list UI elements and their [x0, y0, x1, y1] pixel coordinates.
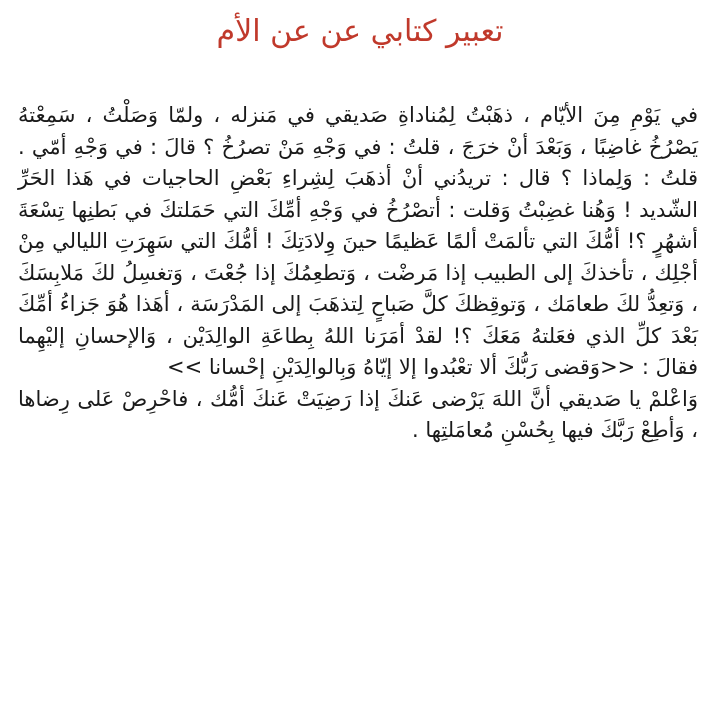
essay-body	[18, 100, 698, 447]
page-title: تعبير كتابي عن عن الأم	[216, 14, 504, 49]
essay-paragraph-1: في يَوْمِ مِنَ الأيّام ، ذهَبْتُ لِمُناداةِ صَديقي في مَنزله ، ولمّا وَصَلْتُ ، سَمِعْتهُ يَصْرُخُ غاضِبًا ، وَبَعْدَ أنْ خرَجَ ، قلتُ : في وَجْهِ مَنْ تصرُخُ ؟ قالَ : في وَجْهِ أمّي . قلتُ : وَلِماذا ؟ قال : تريدُني أنْ أذهَبَ لِشِراءِ بَعْضِ الحاجيات في هَذا الحَرِّ الشّديد ! وَهُنا غضِبْتُ وَقلت : أتصْرُخُ في وَجْهِ أمِّكَ التي حَمَلتكَ في بَطنِها تِسْعَةَ أشهُرٍ ؟! أمُّكَ التي تألمَتْ ألمًا عَظيمًا حينَ وِلادَتِكَ ! أمُّكَ التي سَهِرَتِ الليالي مِنْ أجْلِك ، تأخذكَ إلى الطبيب إذا مَرضْت ، وَتطعِمُكَ إذا جُعْتَ ، وَتغسِلُ لكَ مَلابِسَكَ ، وَتعِدُّ لكَ طعامَك ، وَتوقِظكَ كلَّ صَباحٍ لِتذهَبَ إلى المَدْرَسَة ، أهَذا هُوَ جَزاءُ أمِّكَ بَعْدَ كلِّ الذي فعَلتهُ مَعَكَ ؟! لقدْ أمَرَنا اللهُ بِطاعَةِ الوالِدَيْن ، وَالإحسانِ إليْهِما فقالَ : <<وَقضى رَبُّكَ ألا تعْبُدوا إلا إيّاهُ وَبِالوالِدَيْنِ إحْسانا >>	[18, 103, 698, 379]
essay-paragraph-2: وَاعْلمْ يا صَديقي أنَّ اللهَ يَرْضى عَنكَ إذا رَضِيَتْ عَنكَ أمُّك ، فاحْرِصْ عَلى رِضاها ، وَأطِعْ رَبَّكَ فيها بِحُسْنِ مُعامَلتِها .	[18, 386, 698, 442]
